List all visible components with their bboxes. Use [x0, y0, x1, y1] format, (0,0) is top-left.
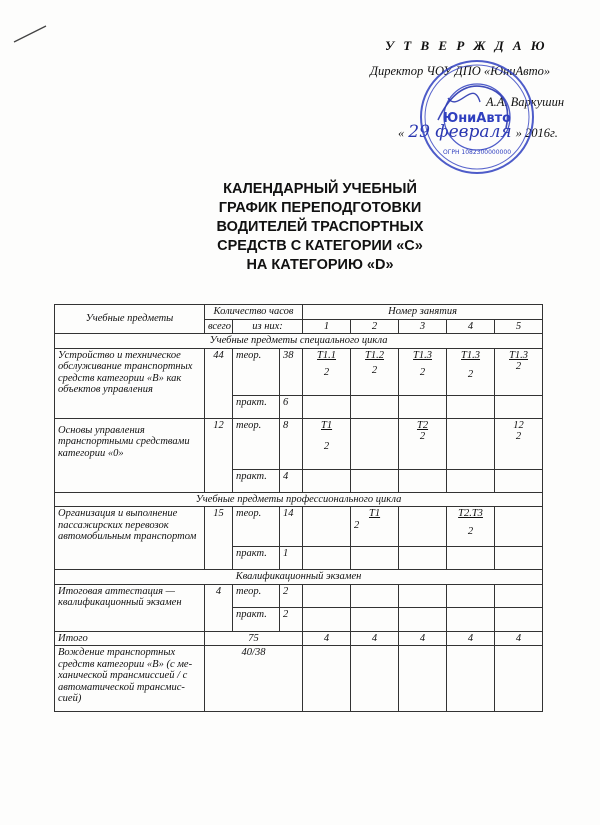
lesson-cell — [495, 507, 543, 547]
header-lesson-5: 5 — [495, 319, 543, 334]
topic-code: Т1 — [320, 419, 333, 431]
section-row — [55, 334, 543, 349]
topic-hours: 2 — [515, 361, 522, 372]
document-title — [120, 180, 520, 275]
totals-lesson-2: 4 — [351, 631, 399, 646]
header-of-which: из них: — [233, 319, 303, 334]
theory-hours: 8 — [280, 418, 303, 469]
theory-hours: 38 — [280, 348, 303, 395]
topic-hours: 2 — [419, 367, 426, 378]
header-row — [55, 305, 543, 320]
header-lesson-3: 3 — [399, 319, 447, 334]
theory-label: теор. — [233, 584, 280, 607]
lesson-cell — [495, 418, 543, 469]
lesson-cell — [303, 507, 351, 547]
header-hours: Количество часов — [205, 305, 303, 320]
lesson-cell — [351, 348, 399, 395]
totals-hours: 75 — [205, 631, 303, 646]
lesson-cell — [351, 507, 399, 547]
organization-stamp — [418, 58, 536, 176]
title-line: КАЛЕНДАРНЫЙ УЧЕБНЫЙ — [223, 181, 417, 197]
subject-total-hours: 44 — [205, 348, 233, 418]
director-line: Директор ЧОУ ДПО «ЮниАвто» — [370, 64, 551, 78]
totals-lesson-1: 4 — [303, 631, 351, 646]
practice-label: практ. — [233, 395, 280, 418]
approval-heading: У Т В Е Р Ж Д А Ю — [385, 38, 548, 53]
lesson-cell — [447, 418, 495, 469]
topic-code: Т1.2 — [365, 349, 385, 361]
subject-name: Основы управления транспортными средствами категории «0» — [55, 418, 205, 492]
title-line: ВОДИТЕЛЕЙ ТРАСПОРТНЫХ — [216, 219, 424, 235]
practice-hours: 2 — [280, 607, 303, 631]
table-row — [55, 584, 543, 607]
practice-label: практ. — [233, 607, 280, 631]
handwritten-date: 29 февраля — [408, 122, 512, 142]
topic-code: Т2 — [416, 419, 429, 431]
topic-hours: 2 — [323, 367, 330, 378]
topic-hours: 2 — [515, 431, 522, 442]
lesson-cell — [447, 348, 495, 395]
subject-name: Организация и выполнение пассажирских перевозок автомобильным транспортом — [55, 507, 205, 570]
lesson-cell — [399, 348, 447, 395]
section-row — [55, 570, 543, 585]
section-row — [55, 492, 543, 507]
pencil-mark — [10, 20, 60, 50]
title-line: НА КАТЕГОРИЮ «D» — [246, 257, 394, 273]
practice-label: практ. — [233, 547, 280, 570]
header-subjects: Учебные предметы — [55, 305, 205, 334]
header-total: всего — [205, 319, 233, 334]
topic-hours: 2 — [467, 369, 474, 380]
header-lesson-number: Номер занятия — [303, 305, 543, 320]
section-professional: Учебные предметы профессионального цикла — [55, 492, 543, 507]
totals-lesson-4: 4 — [447, 631, 495, 646]
header-lesson-1: 1 — [303, 319, 351, 334]
totals-label: Итого — [55, 631, 205, 646]
lesson-cell — [495, 348, 543, 395]
subject-name: Устройство и техническое обслуживание транспортных средств категории «В» как объектов управления — [55, 348, 205, 418]
theory-label: теор. — [233, 507, 280, 547]
topic-code: Т2.Т3 — [458, 508, 483, 519]
topic-hours: 2 — [323, 441, 330, 452]
theory-label: теор. — [233, 348, 280, 395]
topic-code: Т1.3 — [461, 349, 481, 361]
totals-lesson-5: 4 — [495, 631, 543, 646]
practice-label: практ. — [233, 469, 280, 492]
driving-subject-name: Вождение транспортных средств категории «В» (с ме-ханической трансмиссией / с автоматической трансмис-сией) — [55, 646, 205, 712]
theory-label: теор. — [233, 418, 280, 469]
topic-hours: 2 — [371, 365, 378, 376]
table-row — [55, 418, 543, 469]
theory-hours: 14 — [280, 507, 303, 547]
stamp-center-text: ЮниАвто — [442, 111, 512, 126]
subject-total-hours: 15 — [205, 507, 233, 570]
subject-name: Итоговая аттестация — квалификационный экзамен — [55, 584, 205, 631]
totals-lesson-3: 4 — [399, 631, 447, 646]
date-close: » 2016г. — [515, 126, 558, 140]
practice-hours: 6 — [280, 395, 303, 418]
driving-row — [55, 646, 543, 712]
title-line: СРЕДСТВ С КАТЕГОРИИ «С» — [217, 238, 423, 254]
topic-code: Т1.3 — [413, 349, 433, 361]
lesson-cell — [447, 507, 495, 547]
title-line: ГРАФИК ПЕРЕПОДГОТОВКИ — [218, 200, 422, 216]
schedule-table — [54, 304, 543, 712]
lesson-cell — [399, 507, 447, 547]
topic-code: Т1 — [368, 508, 381, 519]
stamp-ring-text: ОГРН 1082300000000 — [442, 149, 512, 156]
header-lesson-4: 4 — [447, 319, 495, 334]
lesson-cell — [303, 348, 351, 395]
topic-code: 12 — [513, 419, 524, 431]
driving-hours: 40/38 — [205, 646, 303, 712]
topic-hours: 2 — [467, 525, 474, 537]
topic-code: Т1.3 — [509, 349, 529, 361]
practice-hours: 1 — [280, 547, 303, 570]
practice-hours: 4 — [280, 469, 303, 492]
section-special: Учебные предметы специального цикла — [55, 334, 543, 349]
date-open-quote: « — [398, 126, 405, 140]
topic-hours: 2 — [419, 431, 426, 442]
totals-row — [55, 631, 543, 646]
signer-name: А.А. Варкушин — [486, 95, 565, 109]
table-row — [55, 348, 543, 395]
theory-hours: 2 — [280, 584, 303, 607]
section-qualification: Квалификационный экзамен — [55, 570, 543, 585]
subject-total-hours: 12 — [205, 418, 233, 492]
lesson-cell — [399, 418, 447, 469]
header-lesson-2: 2 — [351, 319, 399, 334]
lesson-cell — [351, 418, 399, 469]
subject-total-hours: 4 — [205, 584, 233, 631]
topic-code: Т1.1 — [317, 349, 337, 361]
lesson-cell — [303, 418, 351, 469]
table-row — [55, 507, 543, 547]
topic-hours: 2 — [354, 519, 360, 531]
